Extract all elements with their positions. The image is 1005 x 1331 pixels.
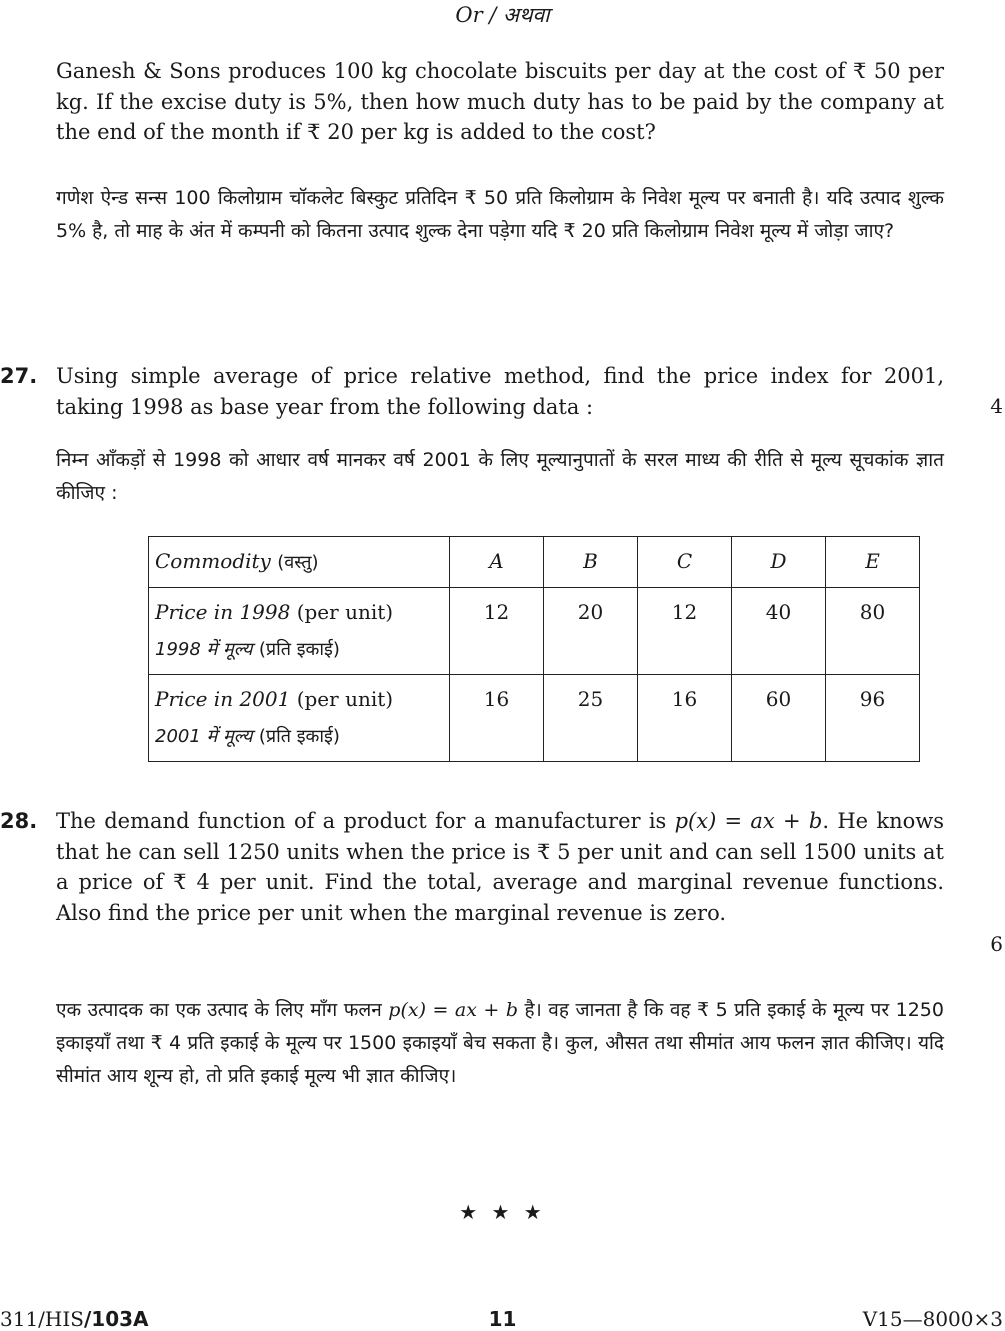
q28-english-part1: The demand function of a product for a manufacturer is — [56, 809, 667, 833]
table-cell: 96 — [826, 675, 920, 762]
q28-marks: 6 — [990, 932, 1003, 956]
table-cell: 16 — [450, 675, 544, 762]
row-label-en-suffix: (per unit) — [296, 687, 394, 711]
q28-hindi-part1: एक उत्पादक का एक उत्पाद के लिए माँग फलन — [56, 999, 382, 1021]
commodity-label: Commodity — [155, 549, 271, 573]
end-stars: ★ ★ ★ — [459, 1200, 546, 1224]
question-number-27: 27. — [0, 364, 38, 388]
q27-english: Using simple average of price relative method, find the price index for 2001, taking 1998 as base year from the following data : — [56, 364, 944, 419]
q28-hindi-part2: है। वह जानता है कि वह ₹ 5 प्रति इकाई के मूल्य पर 1250 इकाइयाँ तथा ₹ 4 प्रति इकाई के मूल्य पर 1500 इकाइयाँ बेच सकता है। कुल, औसत तथा सीमांत आय फलन ज्ञात कीजिए। यदि सीमांत आय शून्य हो, तो प्रति इकाई मूल्य भी ज्ञात कीजिए। — [56, 999, 944, 1087]
table-header-row — [149, 537, 920, 588]
q28-formula-hindi: p(x) = ax + b — [388, 999, 519, 1021]
table-cell: 16 — [638, 675, 732, 762]
table-cell: 40 — [732, 588, 826, 675]
q28-english — [56, 806, 944, 928]
commodity-label-hindi: (वस्तु) — [277, 552, 319, 573]
table-row — [149, 588, 920, 675]
row-label-hi-suffix: (प्रति इकाई) — [258, 639, 340, 660]
or-heading: Or / अथवा — [455, 3, 550, 27]
table-cell: 80 — [826, 588, 920, 675]
footer-version: V15—8000×3 — [862, 1307, 1003, 1331]
page-number: 11 — [488, 1307, 517, 1331]
footer-code-bold: /103A — [83, 1307, 149, 1331]
table-header-label — [149, 537, 450, 588]
table-cell: 25 — [544, 675, 638, 762]
q28-formula: p(x) = ax + b — [674, 809, 823, 833]
q27-marks: 4 — [990, 394, 1003, 418]
column-header: E — [826, 537, 920, 588]
row-label-hi-suffix: (प्रति इकाई) — [258, 726, 340, 747]
q26-alt-english: Ganesh & Sons produces 100 kg chocolate biscuits per day at the cost of ₹ 50 per kg. If the excise duty is 5%, then how much duty has to be paid by the company at the end of the month if ₹ 20 per kg is added to the cost? — [56, 59, 944, 144]
column-header: C — [638, 537, 732, 588]
q26-alt-hindi: गणेश ऐन्ड सन्स 100 किलोग्राम चॉकलेट बिस्कुट प्रतिदिन ₹ 50 प्रति किलोग्राम के निवेश मूल्य पर बनाती है। यदि उत्पाद शुल्क 5% है, तो माह के अंत में कम्पनी को कितना उत्पाद शुल्क देना पड़ेगा यदि ₹ 20 प्रति किलोग्राम निवेश मूल्य में जोड़ा जाए? — [56, 187, 944, 242]
table-cell: 60 — [732, 675, 826, 762]
row-label-en-suffix: (per unit) — [296, 600, 394, 624]
table-cell: 20 — [544, 588, 638, 675]
row-label — [149, 588, 450, 675]
row-label-en: Price in 1998 — [155, 600, 291, 624]
q27-hindi: निम्न आँकड़ों से 1998 को आधार वर्ष मानकर वर्ष 2001 के लिए मूल्यानुपातों के सरल माध्य की रीति से मूल्य सूचकांक ज्ञात कीजिए : — [56, 449, 944, 504]
column-header: B — [544, 537, 638, 588]
column-header: D — [732, 537, 826, 588]
question-number-28: 28. — [0, 809, 38, 833]
table-row — [149, 675, 920, 762]
price-data-table — [148, 536, 920, 762]
table-cell: 12 — [450, 588, 544, 675]
row-label-en: Price in 2001 — [155, 687, 291, 711]
row-label-hi: 1998 में मूल्य — [155, 639, 253, 660]
q28-english-part2: . He knows that he can sell 1250 units when the price is ₹ 5 per unit and can sell 1500 units at a price of ₹ 4 per unit. Find the total, average and marginal revenue functions. Also find the price per unit when the marginal revenue is zero. — [56, 809, 944, 925]
column-header: A — [450, 537, 544, 588]
table-cell: 12 — [638, 588, 732, 675]
q28-hindi — [56, 994, 944, 1093]
row-label — [149, 675, 450, 762]
row-label-hi: 2001 में मूल्य — [155, 726, 253, 747]
footer-code-prefix: 311/HIS — [0, 1307, 84, 1331]
